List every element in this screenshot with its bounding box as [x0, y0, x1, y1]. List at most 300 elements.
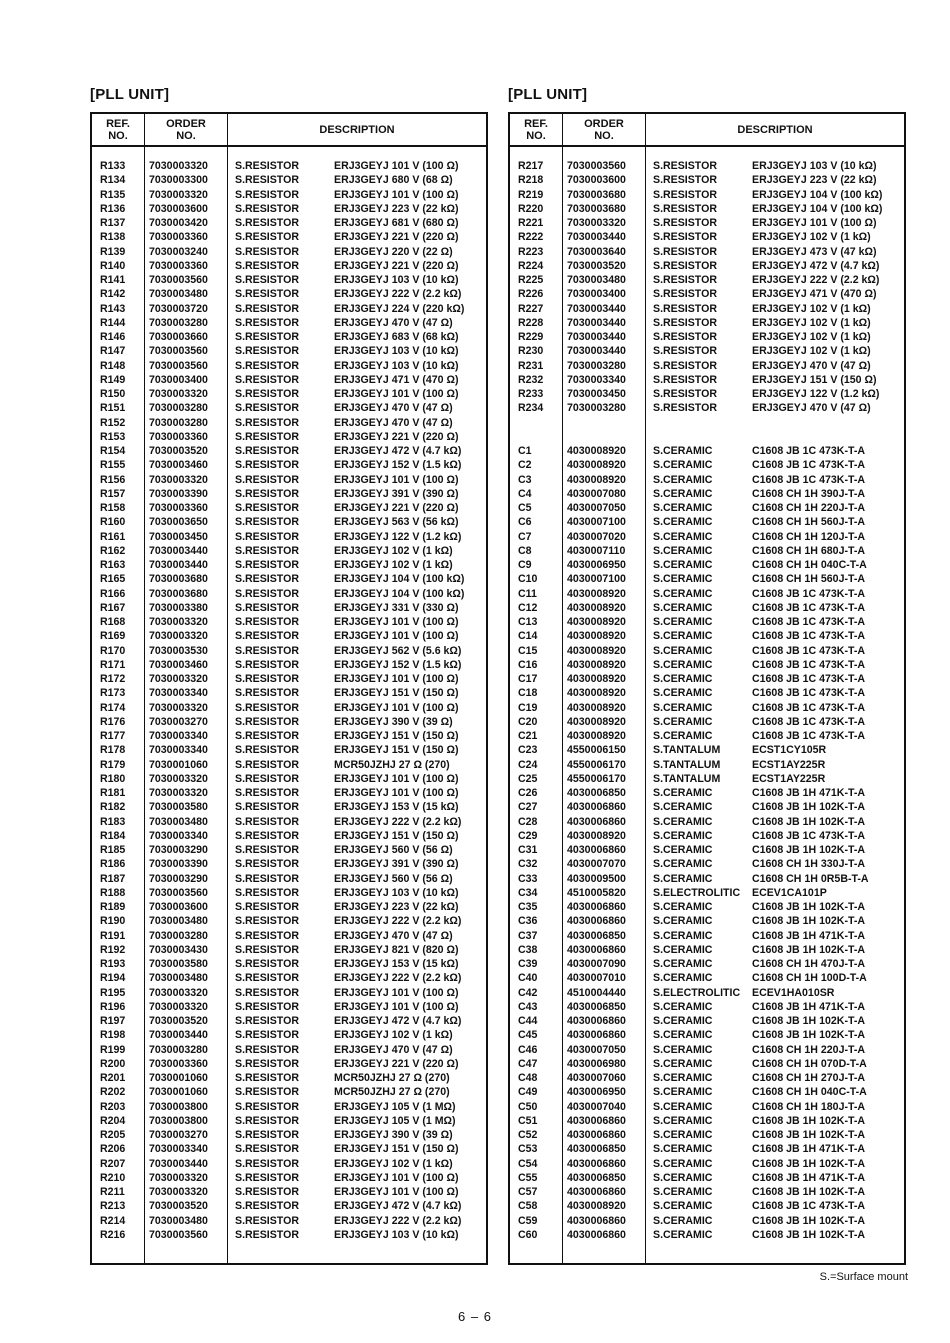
ref-no-cell: R177 [100, 730, 126, 742]
part-spec-cell: ERJ3GEYJ 390 V (39 Ω) [334, 715, 453, 728]
part-spec-cell: C1608 CH 1H 560J-T-A [752, 573, 866, 586]
table-row [92, 629, 486, 643]
ref-no-cell: R218 [518, 174, 544, 187]
ref-no-cell: C7 [518, 530, 532, 543]
part-type-cell: S.RESISTOR [235, 1015, 299, 1027]
part-spec-cell: C1608 JB 1C 473K-T-A [752, 658, 866, 671]
ref-no-cell: R153 [100, 430, 126, 443]
right-table-header [510, 114, 904, 147]
table-row [92, 230, 486, 244]
order-no-cell: 7030003400 [567, 288, 626, 301]
part-spec-cell: ERJ3GEYJ 101 V (100 Ω) [334, 1000, 459, 1013]
part-type-cell: S.RESISTOR [235, 658, 299, 671]
ref-no-cell: R233 [518, 388, 544, 400]
part-type-cell: S.RESISTOR [235, 943, 299, 956]
order-no-cell: 4030006950 [567, 559, 626, 571]
part-spec-cell: ERJ3GEYJ 222 V (2.2 kΩ) [334, 815, 462, 828]
order-no-cell: 4030006860 [567, 1214, 626, 1227]
table-row [510, 758, 904, 772]
order-no-cell: 7030003560 [149, 886, 208, 899]
part-spec-cell: ERJ3GEYJ 563 V (56 kΩ) [334, 516, 459, 529]
part-spec-cell: C1608 JB 1C 473K-T-A [752, 459, 866, 472]
part-spec-cell: ECST1AY225R [752, 772, 826, 785]
order-no-cell: 7030003450 [149, 530, 208, 543]
ref-no-cell: C6 [518, 516, 532, 529]
header-order-line2: NO. [594, 129, 614, 142]
row-spacer [510, 430, 904, 444]
ref-no-cell: C38 [518, 943, 538, 956]
part-spec-cell: ERJ3GEYJ 104 V (100 kΩ) [752, 188, 883, 201]
ref-no-cell: R136 [100, 202, 126, 215]
part-type-cell: S.CERAMIC [653, 459, 713, 472]
part-type-cell: S.CERAMIC [653, 1057, 713, 1070]
part-spec-cell: ERJ3GEYJ 105 V (1 MΩ) [334, 1114, 456, 1127]
part-type-cell: S.RESISTOR [235, 1043, 299, 1056]
order-no-cell: 4030006860 [567, 844, 626, 856]
part-spec-cell: ERJ3GEYJ 153 V (15 kΩ) [334, 958, 459, 970]
table-row [510, 601, 904, 615]
part-type-cell: S.RESISTOR [235, 331, 299, 343]
ref-no-cell: C50 [518, 1100, 538, 1113]
ref-no-cell: R156 [100, 473, 126, 486]
part-spec-cell: ERJ3GEYJ 103 V (10 kΩ) [752, 160, 877, 172]
part-spec-cell: ERJ3GEYJ 562 V (5.6 kΩ) [334, 644, 462, 657]
ref-no-cell: C47 [518, 1057, 538, 1070]
order-no-cell: 7030003430 [149, 943, 208, 956]
part-spec-cell: ERJ3GEYJ 101 V (100 Ω) [334, 630, 459, 643]
part-spec-cell: ERJ3GEYJ 222 V (2.2 kΩ) [334, 1214, 462, 1227]
part-type-cell: S.RESISTOR [235, 388, 299, 400]
part-type-cell: S.CERAMIC [653, 844, 713, 856]
order-no-cell: 4030007060 [567, 1072, 626, 1084]
ref-no-cell: C40 [518, 972, 538, 985]
part-type-cell: S.RESISTOR [235, 174, 299, 187]
part-type-cell: S.RESISTOR [235, 516, 299, 529]
table-row [510, 1000, 904, 1014]
order-no-cell: 7030003320 [149, 772, 208, 785]
ref-no-cell: C1 [518, 445, 532, 457]
ref-no-cell: R158 [100, 502, 126, 514]
part-type-cell: S.RESISTOR [235, 772, 299, 785]
ref-no-cell: R157 [100, 487, 126, 500]
ref-no-cell: C29 [518, 829, 538, 842]
page-number: 6 – 6 [458, 1309, 492, 1324]
part-type-cell: S.RESISTOR [235, 687, 299, 700]
header-ref-line1: REF. [106, 117, 130, 130]
ref-no-cell: R227 [518, 302, 544, 315]
part-type-cell: S.RESISTOR [235, 1214, 299, 1227]
order-no-cell: 4550006170 [567, 758, 626, 771]
part-spec-cell: ERJ3GEYJ 222 V (2.2 kΩ) [752, 274, 880, 286]
order-no-cell: 4030006860 [567, 801, 626, 814]
order-no-cell: 4030006860 [567, 943, 626, 956]
order-no-cell: 7030003800 [149, 1114, 208, 1127]
part-spec-cell: ERJ3GEYJ 102 V (1 kΩ) [752, 345, 871, 358]
ref-no-cell: C3 [518, 473, 532, 486]
ref-no-cell: R171 [100, 658, 126, 671]
table-row [92, 772, 486, 786]
part-spec-cell: ERJ3GEYJ 151 V (150 Ω) [334, 730, 459, 742]
ref-no-cell: C52 [518, 1129, 538, 1141]
table-row [92, 444, 486, 458]
part-type-cell: S.CERAMIC [653, 487, 713, 500]
part-type-cell: S.RESISTOR [235, 1000, 299, 1013]
ref-no-cell: C42 [518, 986, 538, 999]
ref-no-cell: C48 [518, 1072, 538, 1084]
ref-no-cell: R199 [100, 1043, 126, 1056]
header-ref-no [510, 114, 562, 145]
order-no-cell: 7030003450 [567, 388, 626, 400]
part-type-cell: S.RESISTOR [653, 202, 717, 215]
part-type-cell: S.RESISTOR [235, 1114, 299, 1127]
part-type-cell: S.RESISTOR [235, 459, 299, 472]
part-spec-cell: ERJ3GEYJ 681 V (680 Ω) [334, 217, 459, 229]
ref-no-cell: R144 [100, 316, 126, 329]
ref-no-cell: C44 [518, 1015, 538, 1027]
part-type-cell: S.CERAMIC [653, 858, 713, 871]
table-row [510, 729, 904, 743]
part-type-cell: S.RESISTOR [653, 188, 717, 201]
order-no-cell: 7030003280 [149, 1043, 208, 1056]
header-description: DESCRIPTION [737, 123, 813, 136]
part-spec-cell: ERJ3GEYJ 101 V (100 Ω) [334, 473, 459, 486]
part-spec-cell: C1608 JB 1H 102K-T-A [752, 1157, 866, 1170]
ref-no-cell: R142 [100, 288, 126, 301]
order-no-cell: 7030003320 [149, 616, 208, 628]
ref-no-cell: C59 [518, 1214, 538, 1227]
part-type-cell: S.ELECTROLITIC [653, 986, 741, 999]
header-order-line2: NO. [176, 129, 196, 142]
ref-no-cell: R214 [100, 1214, 126, 1227]
part-spec-cell: C1608 JB 1H 102K-T-A [752, 943, 866, 956]
order-no-cell: 4550006150 [567, 744, 626, 757]
table-row [92, 800, 486, 814]
ref-no-cell: C53 [518, 1143, 538, 1156]
table-row [510, 857, 904, 871]
order-no-cell: 7030003340 [149, 687, 208, 700]
part-spec-cell: MCR50JZHJ 27 Ω (270) [334, 1086, 450, 1099]
right-parts-table [508, 112, 906, 1265]
part-spec-cell: ERJ3GEYJ 470 V (47 Ω) [334, 416, 453, 429]
table-row [510, 1185, 904, 1199]
table-row [510, 458, 904, 472]
ref-no-cell: R217 [518, 160, 544, 172]
part-spec-cell: ERJ3GEYJ 101 V (100 Ω) [334, 388, 459, 400]
part-type-cell: S.CERAMIC [653, 730, 713, 742]
part-type-cell: S.RESISTOR [235, 473, 299, 486]
ref-no-cell: C17 [518, 673, 538, 685]
part-spec-cell: ERJ3GEYJ 103 V (10 kΩ) [334, 345, 459, 358]
order-no-cell: 7030001060 [149, 1072, 208, 1084]
part-type-cell: S.RESISTOR [235, 231, 299, 244]
part-type-cell: S.CERAMIC [653, 943, 713, 956]
table-row [510, 629, 904, 643]
part-type-cell: S.RESISTOR [235, 1143, 299, 1156]
order-no-cell: 4030007090 [567, 958, 626, 970]
order-no-cell: 7030003300 [149, 174, 208, 187]
table-row [510, 302, 904, 316]
part-type-cell: S.CERAMIC [653, 1015, 713, 1027]
part-type-cell: S.RESISTOR [235, 217, 299, 229]
order-no-cell: 7030003600 [149, 901, 208, 913]
table-row [510, 587, 904, 601]
order-no-cell: 7030003320 [149, 701, 208, 714]
order-no-cell: 4030008920 [567, 459, 626, 472]
table-row [510, 1114, 904, 1128]
table-row [510, 1142, 904, 1156]
order-no-cell: 7030003390 [149, 858, 208, 871]
table-row [92, 1214, 486, 1228]
part-spec-cell: C1608 CH 1H 070D-T-A [752, 1057, 867, 1070]
part-type-cell: S.RESISTOR [235, 630, 299, 643]
table-row [92, 416, 486, 430]
part-type-cell: S.RESISTOR [235, 373, 299, 386]
part-spec-cell: C1608 JB 1H 102K-T-A [752, 915, 866, 928]
part-spec-cell: C1608 CH 1H 560J-T-A [752, 516, 866, 529]
order-no-cell: 7030003480 [149, 288, 208, 301]
table-row [510, 986, 904, 1000]
ref-no-cell: C28 [518, 815, 538, 828]
order-no-cell: 7030003320 [149, 388, 208, 400]
table-row [92, 957, 486, 971]
order-no-cell: 7030003320 [149, 1186, 208, 1198]
part-type-cell: S.RESISTOR [235, 901, 299, 913]
table-row [92, 373, 486, 387]
ref-no-cell: R146 [100, 331, 126, 343]
part-spec-cell: C1608 JB 1C 473K-T-A [752, 630, 866, 643]
part-type-cell: S.RESISTOR [653, 288, 717, 301]
ref-no-cell: R137 [100, 217, 126, 229]
order-no-cell: 7030003520 [149, 1200, 208, 1213]
table-row [510, 173, 904, 187]
table-row [92, 259, 486, 273]
order-no-cell: 7030003320 [149, 473, 208, 486]
ref-no-cell: C35 [518, 901, 538, 913]
ref-no-cell: C36 [518, 915, 538, 928]
table-row [92, 401, 486, 415]
part-type-cell: S.CERAMIC [653, 1072, 713, 1084]
order-no-cell: 7030003560 [149, 274, 208, 286]
table-row [510, 330, 904, 344]
part-type-cell: S.RESISTOR [653, 174, 717, 187]
part-type-cell: S.RESISTOR [235, 487, 299, 500]
part-spec-cell: C1608 CH 1H 100D-T-A [752, 972, 867, 985]
part-spec-cell: ERJ3GEYJ 102 V (1 kΩ) [752, 231, 871, 244]
table-row [92, 1157, 486, 1171]
part-spec-cell: C1608 JB 1C 473K-T-A [752, 616, 866, 628]
part-spec-cell: ERJ3GEYJ 102 V (1 kΩ) [334, 544, 453, 557]
part-spec-cell: ERJ3GEYJ 472 V (4.7 kΩ) [334, 1015, 462, 1027]
order-no-cell: 7030003680 [149, 587, 208, 600]
part-type-cell: S.RESISTOR [235, 559, 299, 571]
part-type-cell: S.RESISTOR [235, 316, 299, 329]
part-spec-cell: ERJ3GEYJ 222 V (2.2 kΩ) [334, 915, 462, 928]
table-row [510, 715, 904, 729]
part-spec-cell: ERJ3GEYJ 153 V (15 kΩ) [334, 801, 459, 814]
table-row [92, 615, 486, 629]
order-no-cell: 7030003440 [149, 1157, 208, 1170]
table-row [92, 1199, 486, 1213]
part-type-cell: S.RESISTOR [235, 929, 299, 942]
table-row [510, 800, 904, 814]
part-spec-cell: ERJ3GEYJ 101 V (100 Ω) [334, 188, 459, 201]
order-no-cell: 7030003320 [149, 1171, 208, 1184]
ref-no-cell: R213 [100, 1200, 126, 1213]
ref-no-cell: R163 [100, 559, 126, 571]
part-type-cell: S.CERAMIC [653, 1171, 713, 1184]
order-no-cell: 7030003380 [149, 601, 208, 614]
ref-no-cell: C10 [518, 573, 538, 586]
table-row [92, 587, 486, 601]
ref-no-cell: R140 [100, 259, 126, 272]
table-row [510, 829, 904, 843]
order-no-cell: 4030007100 [567, 573, 626, 586]
part-spec-cell: ERJ3GEYJ 151 V (150 Ω) [334, 744, 459, 757]
ref-no-cell: C24 [518, 758, 538, 771]
order-no-cell: 7030003800 [149, 1100, 208, 1113]
part-spec-cell: MCR50JZHJ 27 Ω (270) [334, 758, 450, 771]
part-spec-cell: ERJ3GEYJ 101 V (100 Ω) [334, 701, 459, 714]
part-type-cell: S.RESISTOR [653, 160, 717, 172]
part-spec-cell: C1608 JB 1H 471K-T-A [752, 1000, 866, 1013]
order-no-cell: 4030006860 [567, 1157, 626, 1170]
part-type-cell: S.RESISTOR [235, 288, 299, 301]
table-row [510, 1228, 904, 1242]
part-type-cell: S.CERAMIC [653, 829, 713, 842]
part-type-cell: S.RESISTOR [653, 331, 717, 343]
table-row [92, 758, 486, 772]
table-row [510, 957, 904, 971]
part-spec-cell: MCR50JZHJ 27 Ω (270) [334, 1072, 450, 1084]
ref-no-cell: R226 [518, 288, 544, 301]
ref-no-cell: R169 [100, 630, 126, 643]
table-row [92, 1028, 486, 1042]
table-row [92, 1085, 486, 1099]
header-order-no [563, 114, 645, 145]
part-spec-cell: C1608 JB 1C 473K-T-A [752, 445, 866, 457]
part-type-cell: S.CERAMIC [653, 701, 713, 714]
ref-no-cell: C39 [518, 958, 538, 970]
order-no-cell: 4030007080 [567, 487, 626, 500]
part-type-cell: S.TANTALUM [653, 772, 721, 785]
table-row [92, 430, 486, 444]
part-type-cell: S.CERAMIC [653, 616, 713, 628]
part-type-cell: S.RESISTOR [653, 274, 717, 286]
order-no-cell: 7030003480 [149, 972, 208, 985]
part-spec-cell: ERJ3GEYJ 102 V (1 kΩ) [752, 331, 871, 343]
order-no-cell: 4030008920 [567, 473, 626, 486]
part-type-cell: S.CERAMIC [653, 929, 713, 942]
order-no-cell: 7030003320 [149, 630, 208, 643]
part-spec-cell: ERJ3GEYJ 122 V (1.2 kΩ) [334, 530, 462, 543]
part-type-cell: S.CERAMIC [653, 815, 713, 828]
order-no-cell: 7030003280 [149, 402, 208, 415]
part-spec-cell: C1608 JB 1H 102K-T-A [752, 844, 866, 856]
table-row [510, 487, 904, 501]
part-type-cell: S.RESISTOR [235, 1100, 299, 1113]
ref-no-cell: C46 [518, 1043, 538, 1056]
table-row [92, 1000, 486, 1014]
ref-no-cell: C12 [518, 601, 538, 614]
part-spec-cell: ERJ3GEYJ 104 V (100 kΩ) [334, 573, 465, 586]
left-table-body [92, 159, 486, 1242]
part-spec-cell: C1608 CH 1H 180J-T-A [752, 1100, 866, 1113]
ref-no-cell: C58 [518, 1200, 538, 1213]
part-type-cell: S.RESISTOR [235, 986, 299, 999]
order-no-cell: 4030007100 [567, 516, 626, 529]
part-type-cell: S.RESISTOR [235, 601, 299, 614]
table-row [510, 558, 904, 572]
part-spec-cell: C1608 JB 1C 473K-T-A [752, 701, 866, 714]
part-type-cell: S.CERAMIC [653, 972, 713, 985]
part-spec-cell: C1608 JB 1C 473K-T-A [752, 829, 866, 842]
part-type-cell: S.RESISTOR [235, 701, 299, 714]
table-row [92, 1100, 486, 1114]
part-spec-cell: ECST1AY225R [752, 758, 826, 771]
header-order-line1: ORDER [584, 117, 624, 130]
ref-no-cell: R234 [518, 402, 544, 415]
ref-no-cell: R190 [100, 915, 126, 928]
order-no-cell: 4030006860 [567, 1129, 626, 1141]
part-type-cell: S.RESISTOR [235, 844, 299, 856]
part-spec-cell: ERJ3GEYJ 122 V (1.2 kΩ) [752, 388, 880, 400]
table-row [92, 273, 486, 287]
order-no-cell: 4030008920 [567, 687, 626, 700]
table-row [510, 772, 904, 786]
part-type-cell: S.RESISTOR [235, 730, 299, 742]
order-no-cell: 7030003520 [567, 259, 626, 272]
table-row [92, 701, 486, 715]
right-section-title: [PLL UNIT] [508, 86, 588, 103]
part-spec-cell: ERJ3GEYJ 104 V (100 kΩ) [334, 587, 465, 600]
part-spec-cell: ERJ3GEYJ 470 V (47 Ω) [334, 402, 453, 415]
table-row [92, 544, 486, 558]
ref-no-cell: R210 [100, 1171, 126, 1184]
table-row [92, 216, 486, 230]
header-order-line1: ORDER [166, 117, 206, 130]
ref-no-cell: R191 [100, 929, 126, 942]
ref-no-cell: R180 [100, 772, 126, 785]
ref-no-cell: R192 [100, 943, 126, 956]
order-no-cell: 7030003560 [567, 160, 626, 172]
ref-no-cell: R167 [100, 601, 126, 614]
left-table-header [92, 114, 486, 147]
ref-no-cell: R174 [100, 701, 126, 714]
ref-no-cell: C49 [518, 1086, 538, 1099]
part-type-cell: S.RESISTOR [235, 430, 299, 443]
part-type-cell: S.CERAMIC [653, 1029, 713, 1042]
order-no-cell: 4550006170 [567, 772, 626, 785]
table-row [510, 401, 904, 415]
part-type-cell: S.CERAMIC [653, 687, 713, 700]
part-type-cell: S.CERAMIC [653, 1086, 713, 1099]
ref-no-cell: R196 [100, 1000, 126, 1013]
part-spec-cell: ERJ3GEYJ 105 V (1 MΩ) [334, 1100, 456, 1113]
order-no-cell: 7030003440 [567, 331, 626, 343]
ref-no-cell: C20 [518, 715, 538, 728]
table-row [92, 1043, 486, 1057]
order-no-cell: 7030003680 [149, 573, 208, 586]
part-spec-cell: ERJ3GEYJ 152 V (1.5 kΩ) [334, 658, 462, 671]
ref-no-cell: R195 [100, 986, 126, 999]
order-no-cell: 7030001060 [149, 1086, 208, 1099]
table-row [92, 487, 486, 501]
right-table-body [510, 159, 904, 1242]
table-row [510, 1071, 904, 1085]
table-row [92, 815, 486, 829]
table-row [510, 359, 904, 373]
table-row [510, 216, 904, 230]
